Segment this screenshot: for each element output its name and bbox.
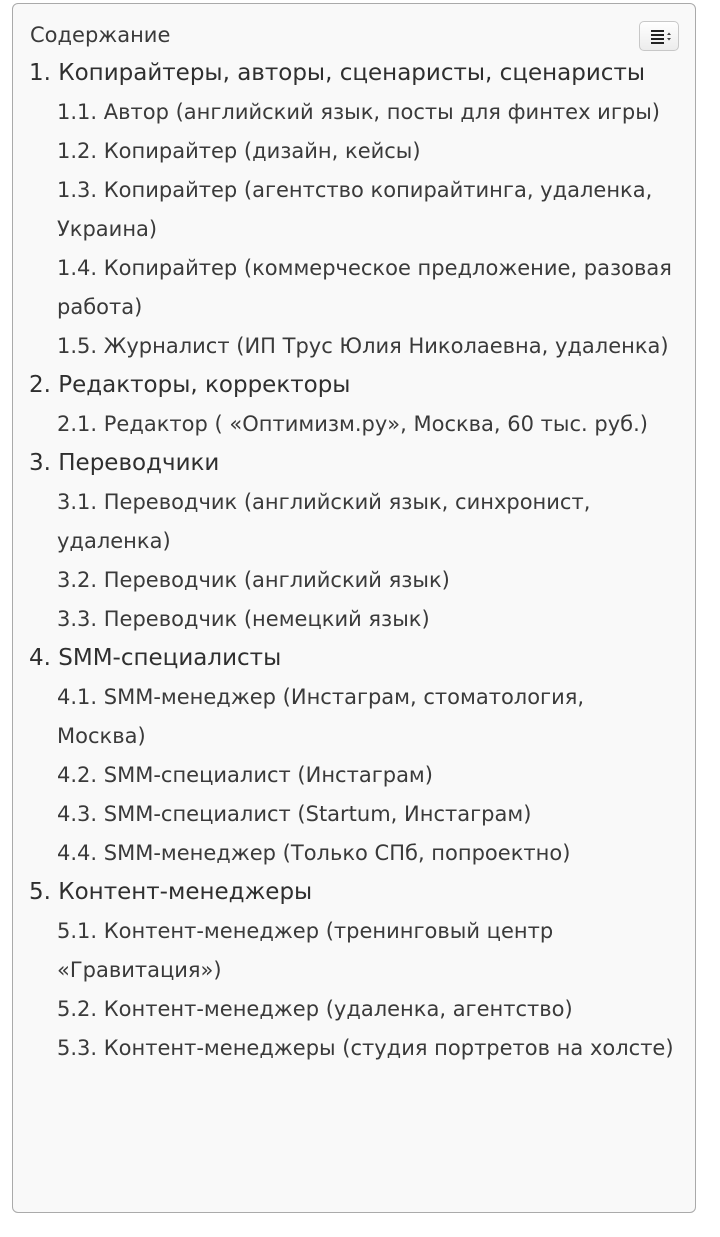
toc-section-link[interactable]: 1. Копирайтеры, авторы, сценаристы, сценаристы [29,60,646,86]
toc-subsection [57,756,679,795]
toc-subsection [57,1029,679,1068]
toc-subsection [57,912,679,990]
toc-section [29,444,679,639]
toc-subsection-link[interactable]: 4.1. SMM-менеджер (Инстаграм, стоматология, Москва) [57,685,585,748]
toc-subsection-list [29,678,679,873]
toc-section [29,366,679,444]
toc-subsection-link[interactable]: 4.3. SMM-специалист (Startum, Инстаграм) [57,802,532,826]
toc-section [29,639,679,873]
toc-subsection [57,132,679,171]
toc-subsection-list [29,93,679,366]
toc-subsection-link[interactable]: 1.5. Журналист (ИП Трус Юлия Николаевна, удаленка) [57,334,669,358]
toc-subsection-link[interactable]: 5.3. Контент-менеджеры (студия портретов на холсте) [57,1036,674,1060]
toc-section-link[interactable]: 2. Редакторы, корректоры [29,372,351,398]
toc-subsection-link[interactable]: 5.2. Контент-менеджер (удаленка, агентство) [57,997,573,1021]
toc-subsection [57,561,679,600]
toc-subsection [57,795,679,834]
toc-subsection [57,171,679,249]
toc-subsection-link[interactable]: 4.4. SMM-менеджер (Только СПб, попроектно) [57,841,571,865]
toc-subsection [57,990,679,1029]
toc-subsection-link[interactable]: 1.2. Копирайтер (дизайн, кейсы) [57,139,421,163]
toc-subsection [57,600,679,639]
toc-subsection-link[interactable]: 2.1. Редактор ( «Оптимизм.ру», Москва, 60 тыс. руб.) [57,412,648,436]
toc-section-link[interactable]: 4. SMM-специалисты [29,645,282,671]
toc-subsection-link[interactable]: 4.2. SMM-специалист (Инстаграм) [57,763,433,787]
toc-subsection [57,93,679,132]
toc-list [29,54,679,1068]
toc-section-link[interactable]: 3. Переводчики [29,450,220,476]
toc-subsection-link[interactable]: 1.4. Копирайтер (коммерческое предложение, разовая работа) [57,256,672,319]
toc-subsection [57,405,679,444]
toc-subsection-link[interactable]: 3.1. Переводчик (английский язык, синхронист, удаленка) [57,490,591,553]
toc-subsection [57,834,679,873]
toc-subsection-link[interactable]: 1.3. Копирайтер (агентство копирайтинга, удаленка, Украина) [57,178,653,241]
toc-subsection [57,678,679,756]
toc-subsection-list [29,483,679,639]
toc-title: Содержание [30,23,171,47]
toc-subsection-link[interactable]: 3.3. Переводчик (немецкий язык) [57,607,430,631]
toc-section [29,54,679,366]
toc-toggle-button[interactable] [639,21,679,51]
toc-subsection-list [29,405,679,444]
table-of-contents [12,3,696,1213]
toc-subsection [57,249,679,327]
toc-subsection-link[interactable]: 3.2. Переводчик (английский язык) [57,568,450,592]
list-toggle-icon [640,22,678,50]
toc-section [29,873,679,1068]
toc-subsection [57,327,679,366]
toc-subsection-link[interactable]: 5.1. Контент-менеджер (тренинговый центр «Гравитация») [57,919,554,982]
toc-subsection [57,483,679,561]
toc-section-link[interactable]: 5. Контент-менеджеры [29,879,313,905]
toc-subsection-link[interactable]: 1.1. Автор (английский язык, посты для финтех игры) [57,100,660,124]
toc-subsection-list [29,912,679,1068]
